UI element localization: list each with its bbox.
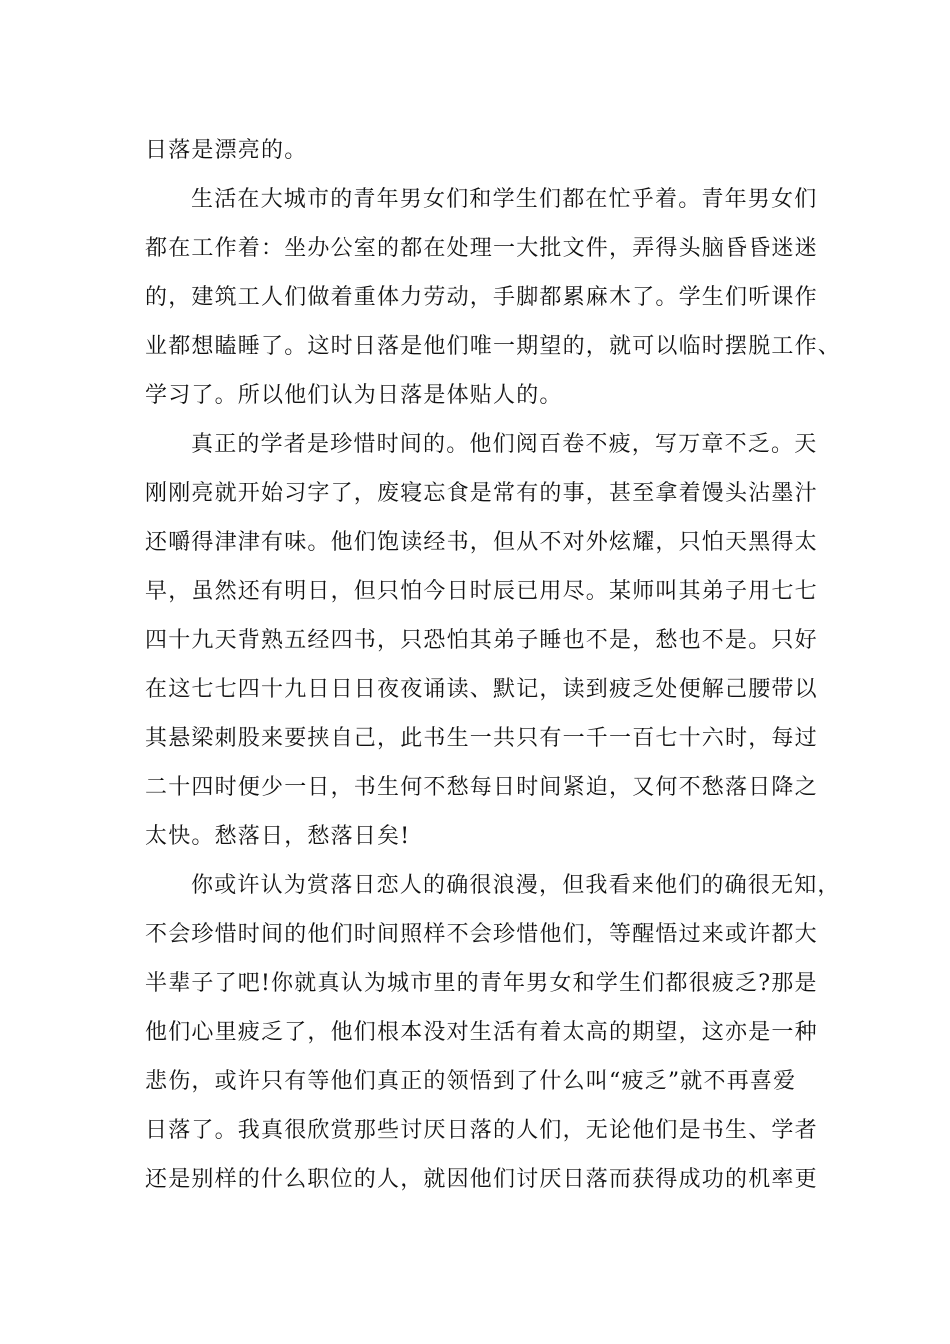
text-line: 太快。愁落日，愁落日矣! [145,824,411,849]
text-line: 学习了。所以他们认为日落是体贴人的。 [145,383,563,408]
text-line: 业都想瞌睡了。这时日落是他们唯一期望的，就可以临时摆脱工作、 [145,334,842,359]
essay-body [145,126,845,1204]
text-line: 刚刚亮就开始习字了，废寝忘食是常有的事，甚至拿着馒头沾墨汁 [145,481,818,506]
text-line: 在这七七四十九日日日夜夜诵读、默记，读到疲乏处便解己腰带以 [145,677,818,702]
text-line: 二十四时便少一日，书生何不愁每日时间紧迫，又何不愁落日降之 [145,775,818,800]
text-line: 不会珍惜时间的他们时间照样不会珍惜他们，等醒悟过来或许都大 [145,922,818,947]
text-line: 悲伤，或许只有等他们真正的领悟到了什么叫“疲乏”就不再喜爱 [145,1069,797,1094]
text-line: 你或许认为赏落日恋人的确很浪漫，但我看来他们的确很无知， [191,873,841,898]
text-line: 的，建筑工人们做着重体力劳动，手脚都累麻木了。学生们听课作 [145,285,818,310]
text-line: 日落是漂亮的。 [145,138,308,163]
text-line: 还是别样的什么职位的人，就因他们讨厌日落而获得成功的机率更 [145,1167,818,1192]
text-line: 早，虽然还有明日，但只怕今日时辰已用尽。某师叫其弟子用七七 [145,579,818,604]
text-line: 其悬梁刺股来要挟自己，此书生一共只有一千一百七十六时，每过 [145,726,818,751]
text-line: 生活在大城市的青年男女们和学生们都在忙乎着。青年男女们 [191,187,818,212]
text-line: 日落了。我真很欣赏那些讨厌日落的人们，无论他们是书生、学者 [145,1118,818,1143]
text-line: 他们心里疲乏了，他们根本没对生活有着太高的期望，这亦是一种 [145,1020,818,1045]
text-line: 半辈子了吧!你就真认为城市里的青年男女和学生们都很疲乏?那是 [145,971,818,996]
text-line: 都在工作着：坐办公室的都在处理一大批文件，弄得头脑昏昏迷迷 [145,236,818,261]
text-line: 四十九天背熟五经四书，只恐怕其弟子睡也不是，愁也不是。只好 [145,628,818,653]
text-line: 真正的学者是珍惜时间的。他们阅百卷不疲，写万章不乏。天 [191,432,818,457]
text-line: 还嚼得津津有味。他们饱读经书，但从不对外炫耀，只怕天黑得太 [145,530,818,555]
